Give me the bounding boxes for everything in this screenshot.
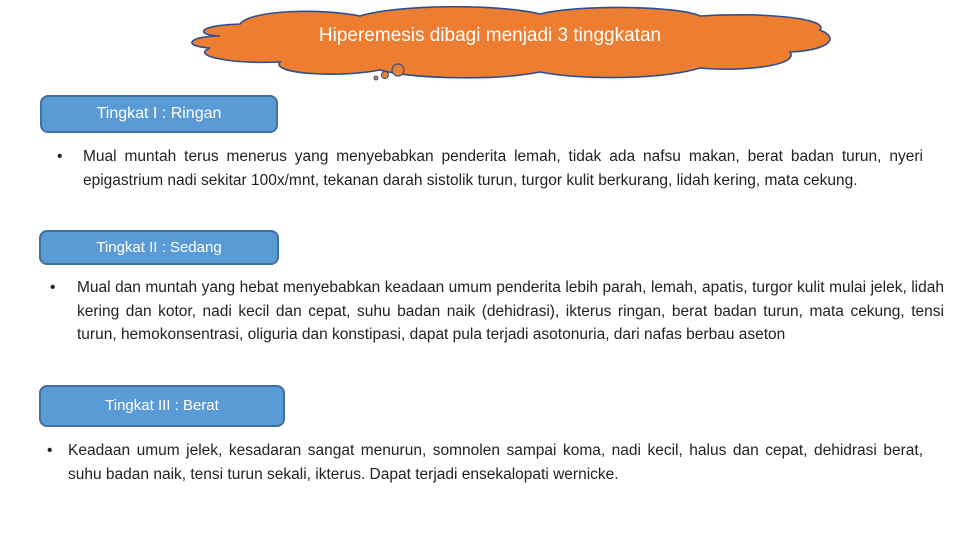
bullet-icon: • — [57, 148, 63, 165]
level-1-text: Mual muntah terus menerus yang menyebabkan penderita lemah, tidak ada nafsu makan, berat badan turun, nyeri epigastrium nadi sekitar 100x/mnt, tekanan darah sistolik turun, turgor kulit berkurang, lidah kering, mata cekung. — [83, 148, 923, 189]
level-3-description — [47, 439, 923, 486]
level-1-label: Tingkat I : Ringan — [40, 95, 278, 133]
level-1-description — [57, 145, 923, 192]
level-3-label: Tingkat III : Berat — [39, 385, 285, 427]
level-2-text: Mual dan muntah yang hebat menyebabkan keadaan umum penderita lebih parah, lemah, apatis, turgor kulit mulai jelek, lidah kering dan kotor, nadi kecil dan cepat, suhu badan naik (dehidrasi), ikterus ringan, berat badan turun, mata cekung, tensi turun, hemokonsentrasi, oliguria dan konstipasi, dapat pula terjadi asotonuria, dari nafas berbau aseton — [77, 279, 944, 343]
bullet-icon: • — [50, 279, 56, 296]
level-2-description — [50, 276, 944, 347]
bullet-icon: • — [47, 442, 53, 459]
page-title: Hiperemesis dibagi menjadi 3 tinggkatan — [318, 25, 662, 46]
level-2-label: Tingkat II : Sedang — [39, 230, 279, 265]
level-3-text: Keadaan umum jelek, kesadaran sangat menurun, somnolen sampai koma, nadi kecil, halus dan cepat, dehidrasi berat, suhu badan naik, tensi turun sekali, ikterus. Dapat terjadi ensekalopati wernicke. — [68, 442, 923, 483]
